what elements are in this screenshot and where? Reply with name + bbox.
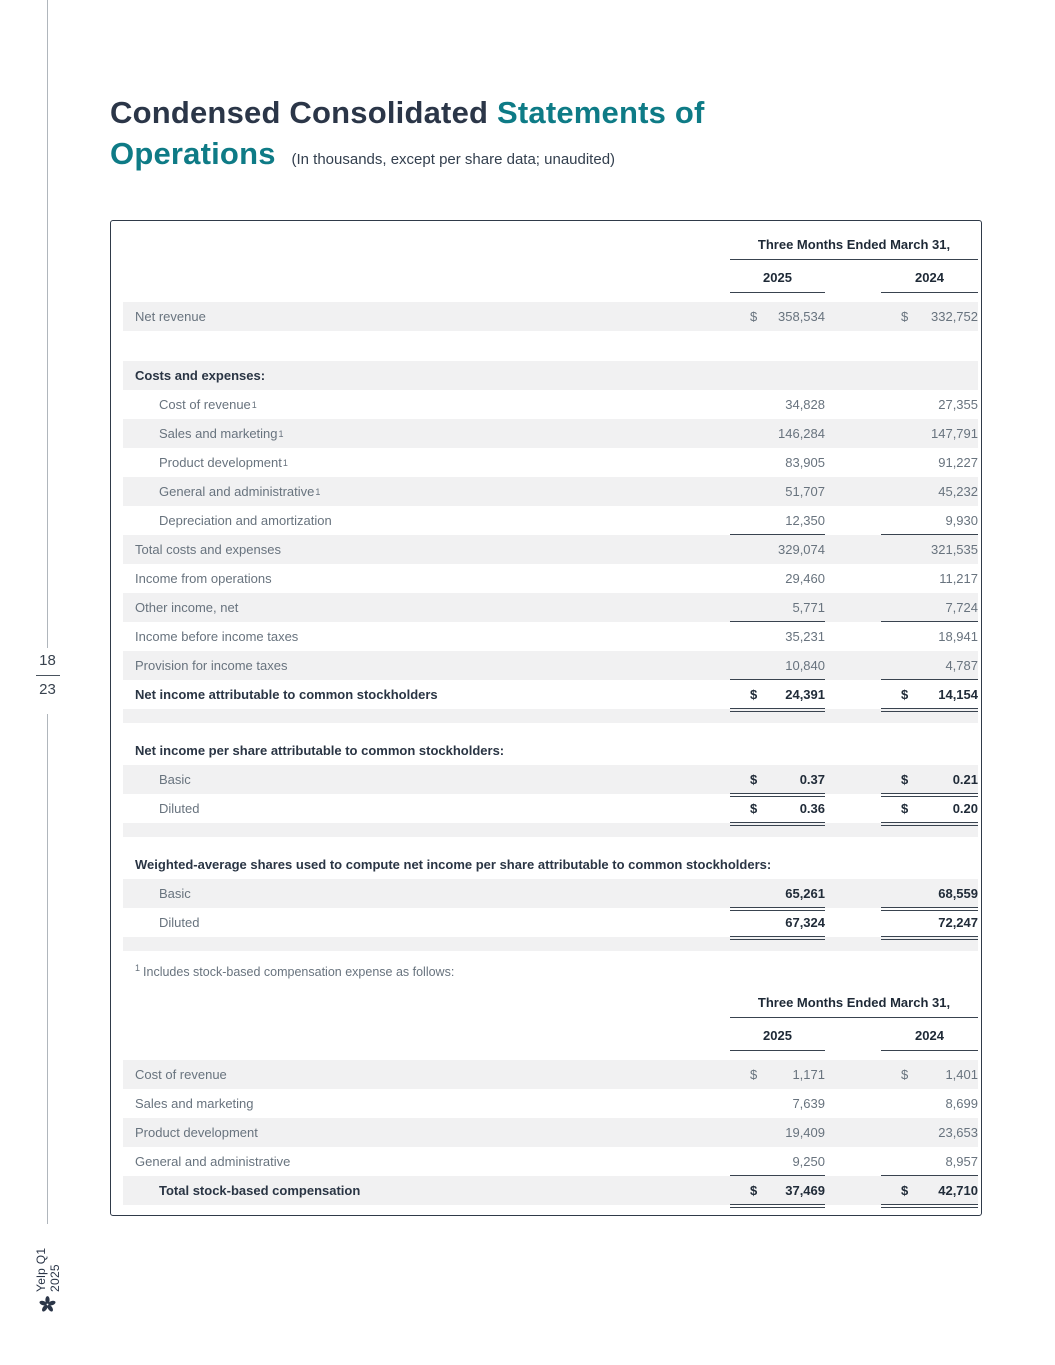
value-cell-2025 (730, 448, 825, 477)
footnote-text: Includes stock-based compensation expense as follows: (143, 965, 455, 980)
value-cell-2025 (730, 1176, 825, 1205)
value-cell-2024 (881, 390, 978, 419)
page-number-divider (36, 675, 60, 676)
value-cell-2024 (881, 535, 978, 564)
value-cell-2025 (730, 302, 825, 331)
value-number: 35,231 (785, 629, 825, 644)
footnote-superscript: 1 (135, 963, 141, 973)
value-cell-2024 (881, 1118, 978, 1147)
page-number-total: 23 (39, 681, 56, 698)
page-title-dark: Condensed Consolidated (110, 95, 489, 130)
left-rail-line-top (47, 0, 48, 648)
value-number: 4,787 (945, 657, 978, 673)
table-row (123, 361, 978, 390)
statement-period-header-row (123, 237, 978, 260)
row-label: General and administrative (135, 1154, 291, 1170)
spacer-row (123, 709, 978, 723)
left-rail-line-bottom (47, 714, 48, 1224)
value-number: 45,232 (938, 484, 978, 499)
table-row (123, 622, 978, 651)
value-number: 0.20 (952, 800, 978, 816)
table-row (123, 879, 978, 908)
value-cell-2024 (881, 477, 978, 506)
year-header-2025: 2025 (730, 267, 825, 293)
value-cell-2024 (881, 765, 978, 794)
value-cell-2025 (730, 593, 825, 622)
currency-symbol: $ (901, 1182, 909, 1198)
sbc-table (123, 1060, 978, 1205)
spacer-row (123, 837, 978, 850)
sbc-year-header-row (123, 1025, 978, 1051)
value-cell-2024 (881, 879, 978, 908)
table-row (123, 477, 978, 506)
year-header-spacer (123, 267, 674, 293)
table-row (123, 765, 978, 794)
row-label: Net income attributable to common stockholders (135, 687, 438, 702)
value-number: 42,710 (938, 1182, 978, 1198)
statement-year-header-row (123, 267, 978, 293)
table-row (123, 390, 978, 419)
row-label: Weighted-average shares used to compute net income per share attributable to common stockholders: (135, 857, 772, 872)
value-number: 14,154 (938, 686, 978, 702)
currency-symbol: $ (750, 771, 758, 787)
period-header: Three Months Ended March 31, (730, 237, 978, 260)
value-number: 91,227 (938, 455, 978, 470)
row-label: Other income, net (135, 600, 239, 615)
table-row (123, 1147, 978, 1176)
sbc-footnote (135, 963, 978, 979)
value-cell-2025 (730, 1118, 825, 1147)
value-cell-2024 (881, 302, 978, 331)
row-label: Total stock-based compensation (159, 1183, 361, 1199)
value-number: 68,559 (938, 885, 978, 901)
table-row (123, 535, 978, 564)
currency-symbol: $ (901, 771, 909, 787)
row-label: Product development 1 (159, 455, 288, 470)
page-number-current: 18 (39, 652, 56, 669)
value-number: 358,534 (778, 309, 825, 324)
currency-symbol: $ (901, 686, 909, 702)
value-number: 18,941 (938, 629, 978, 644)
brand-vertical-label: Yelp Q1 2025 (34, 1247, 62, 1292)
value-number: 329,074 (778, 542, 825, 557)
value-number: 12,350 (785, 512, 825, 528)
page-title (110, 92, 910, 180)
page-subtitle: (In thousands, except per share data; unaudited) (291, 151, 616, 168)
value-number: 51,707 (785, 484, 825, 499)
currency-symbol: $ (901, 309, 909, 324)
currency-symbol: $ (750, 800, 758, 816)
spacer-row (123, 937, 978, 951)
period-header-spacer (123, 237, 730, 260)
row-label: Income before income taxes (135, 629, 299, 644)
row-label: Sales and marketing 1 (159, 426, 284, 441)
statement-card (110, 220, 982, 1216)
value-number: 1,401 (945, 1067, 978, 1083)
value-number: 321,535 (931, 542, 978, 557)
row-label: Basic (159, 772, 191, 787)
value-number: 37,469 (785, 1182, 825, 1198)
value-number: 7,639 (792, 1096, 825, 1112)
currency-symbol: $ (750, 1182, 758, 1198)
value-cell-2024 (881, 680, 978, 709)
value-number: 9,250 (792, 1153, 825, 1169)
value-cell-2025 (730, 908, 825, 937)
table-row (123, 448, 978, 477)
row-label: Diluted (159, 801, 200, 816)
table-row (123, 302, 978, 331)
value-cell-2024 (881, 1060, 978, 1089)
table-row (123, 908, 978, 937)
value-number: 67,324 (785, 914, 825, 930)
row-label: Costs and expenses: (135, 368, 266, 383)
value-number: 65,261 (785, 885, 825, 901)
row-label: Product development (135, 1125, 258, 1141)
value-number: 83,905 (785, 455, 825, 470)
value-number: 1,171 (792, 1067, 825, 1083)
sbc-year-header-2024: 2024 (881, 1025, 978, 1051)
value-number: 0.21 (952, 771, 978, 787)
currency-symbol: $ (750, 309, 758, 324)
value-cell-2025 (730, 477, 825, 506)
row-label: Total costs and expenses (135, 542, 281, 557)
value-cell-2024 (881, 1147, 978, 1176)
value-number: 10,840 (785, 657, 825, 673)
page-title-teal-line1: Statements of (496, 95, 705, 130)
value-cell-2025 (730, 794, 825, 823)
table-row (123, 1060, 978, 1089)
value-number: 0.37 (799, 771, 825, 787)
currency-symbol: $ (901, 800, 909, 816)
value-number: 34,828 (785, 397, 825, 412)
row-label: Diluted (159, 915, 200, 930)
spacer-row (123, 823, 978, 837)
value-cell-2024 (881, 651, 978, 680)
value-cell-2025 (730, 879, 825, 908)
sbc-year-header-2025: 2025 (730, 1025, 825, 1051)
value-cell-2025 (730, 765, 825, 794)
table-row (123, 680, 978, 709)
value-cell-2025 (730, 390, 825, 419)
value-cell-2025 (730, 564, 825, 593)
row-label: Cost of revenue (135, 1067, 227, 1083)
value-cell-2024 (881, 506, 978, 535)
value-cell-2025 (730, 1060, 825, 1089)
table-row (123, 651, 978, 680)
spacer-row (123, 723, 978, 736)
value-cell-2025 (730, 651, 825, 680)
sbc-period-header: Three Months Ended March 31, (730, 995, 978, 1018)
value-cell-2024 (881, 908, 978, 937)
table-row (123, 850, 978, 879)
value-cell-2025 (730, 1089, 825, 1118)
table-row (123, 1176, 978, 1205)
period-header-spacer (123, 995, 730, 1018)
value-number: 23,653 (938, 1125, 978, 1141)
value-number: 146,284 (778, 426, 825, 441)
value-cell-2024 (881, 622, 978, 651)
value-number: 332,752 (931, 309, 978, 324)
row-label: Depreciation and amortization (159, 513, 332, 528)
value-cell-2025 (730, 1147, 825, 1176)
currency-symbol: $ (901, 1067, 909, 1083)
table-row (123, 593, 978, 622)
value-cell-2025 (730, 419, 825, 448)
row-label: General and administrative 1 (159, 484, 321, 499)
table-row (123, 564, 978, 593)
table-row (123, 506, 978, 535)
row-label: Net income per share attributable to common stockholders: (135, 743, 505, 758)
row-label: Provision for income taxes (135, 658, 288, 673)
row-label: Sales and marketing (135, 1096, 254, 1112)
sbc-period-header-row (123, 995, 978, 1018)
value-cell-2024 (881, 593, 978, 622)
spacer-row (123, 331, 978, 361)
table-row (123, 1089, 978, 1118)
row-label: Income from operations (135, 571, 272, 586)
year-header-spacer (123, 1025, 674, 1051)
value-number: 27,355 (938, 397, 978, 412)
value-cell-2025 (730, 680, 825, 709)
value-cell-2025 (730, 506, 825, 535)
value-number: 0.36 (799, 800, 825, 816)
value-number: 5,771 (792, 599, 825, 615)
value-number: 8,699 (945, 1096, 978, 1112)
value-cell-2024 (881, 794, 978, 823)
value-number: 147,791 (931, 426, 978, 441)
table-row (123, 794, 978, 823)
table-row (123, 736, 978, 765)
table-row (123, 419, 978, 448)
year-header-2024: 2024 (881, 267, 978, 293)
value-number: 9,930 (945, 512, 978, 528)
currency-symbol: $ (750, 686, 758, 702)
value-cell-2024 (881, 448, 978, 477)
value-cell-2024 (881, 1089, 978, 1118)
currency-symbol: $ (750, 1067, 758, 1083)
statement-table (123, 302, 978, 951)
value-cell-2025 (730, 622, 825, 651)
row-label: Cost of revenue 1 (159, 397, 257, 412)
table-row (123, 1118, 978, 1147)
row-label: Basic (159, 886, 191, 901)
value-number: 19,409 (785, 1125, 825, 1141)
page-title-teal-line2: Operations (110, 136, 276, 171)
value-cell-2024 (881, 1176, 978, 1205)
value-number: 11,217 (939, 571, 978, 586)
value-number: 29,460 (785, 571, 825, 586)
value-number: 8,957 (945, 1153, 978, 1169)
value-number: 72,247 (938, 914, 978, 930)
yelp-logo-icon (39, 1296, 56, 1318)
value-cell-2024 (881, 564, 978, 593)
row-label: Net revenue (135, 309, 206, 324)
value-number: 7,724 (945, 599, 978, 615)
value-number: 24,391 (785, 686, 825, 702)
value-cell-2025 (730, 535, 825, 564)
value-cell-2024 (881, 419, 978, 448)
page-number-block (27, 652, 68, 699)
